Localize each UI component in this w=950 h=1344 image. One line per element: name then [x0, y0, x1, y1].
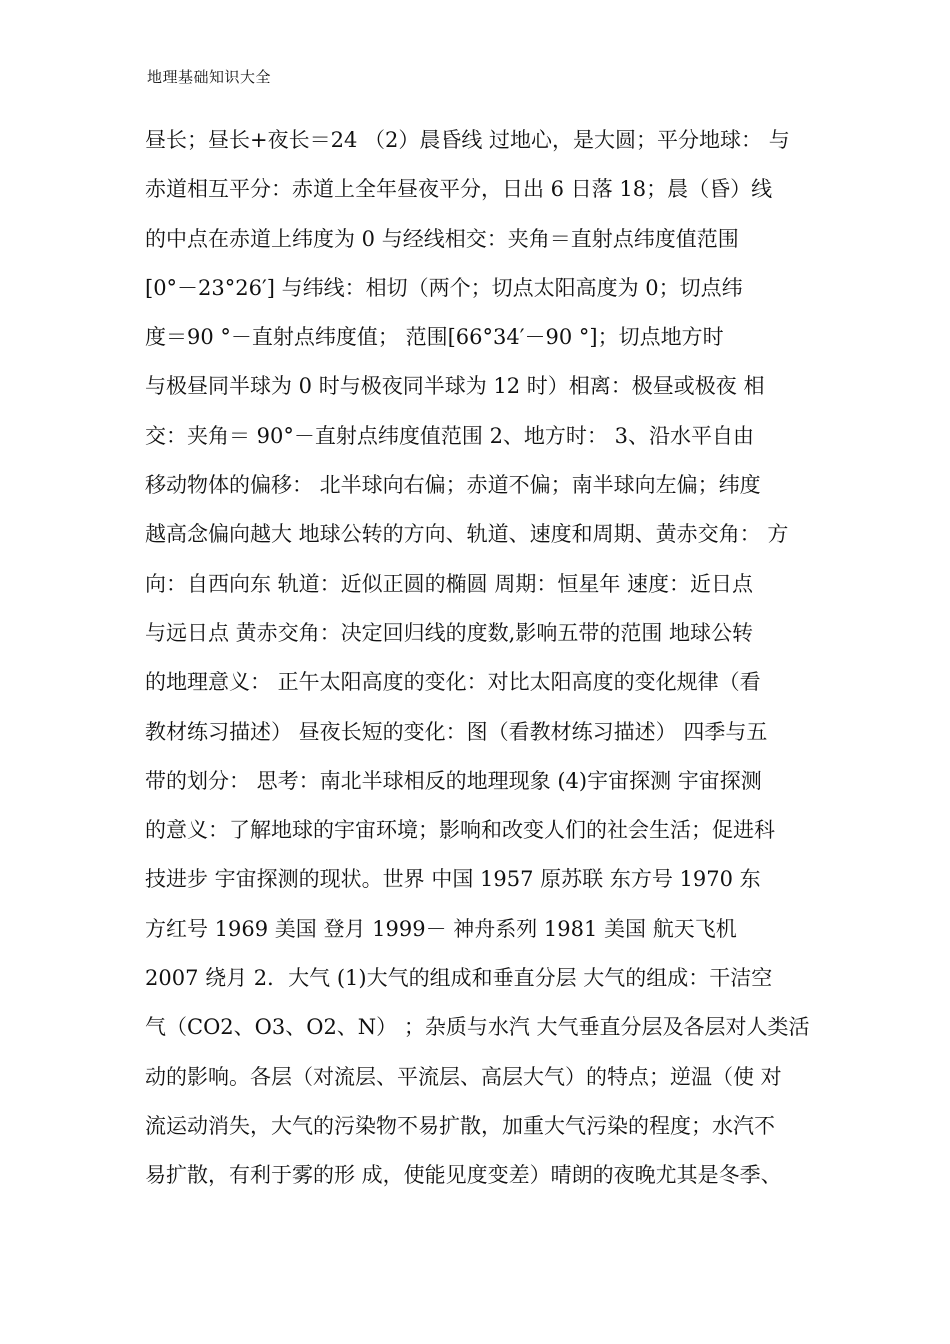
page-header-title: 地理基础知识大全 — [147, 68, 272, 86]
text-line: 动的影响。各层（对流层、平流层、高层大气）的特点；逆温（使 对 — [145, 1064, 782, 1089]
text-line: 越高念偏向越大 地球公转的方向、轨道、速度和周期、黄赤交角： 方 — [145, 522, 789, 547]
text-line: 易扩散，有利于雾的形 成，使能见度变差）晴朗的夜晚尤其是冬季、 — [145, 1163, 782, 1188]
text-line: 流运动消失，大气的污染物不易扩散，加重大气污染的程度；水汽不 — [145, 1113, 775, 1138]
text-line: [0°－23°26′] 与纬线：相切（两个；切点太阳高度为 0；切点纬 — [145, 275, 743, 300]
text-line: 交：夹角＝ 90°－直射点纬度值范围 2、地方时： 3、沿水平自由 — [145, 423, 754, 448]
text-line: 与极昼同半球为 0 时与极夜同半球为 12 时）相离：极昼或极夜 相 — [145, 374, 765, 399]
text-line: 带的划分： 思考：南北半球相反的地理现象 (4)宇宙探测 宇宙探测 — [145, 768, 762, 793]
text-line: 赤道相互平分：赤道上全年昼夜平分，日出 6 日落 18；晨（昏）线 — [145, 177, 773, 202]
text-line: 的意义：了解地球的宇宙环境；影响和改变人们的社会生活；促进科 — [145, 818, 775, 843]
text-line: 向：自西向东 轨道：近似正圆的椭圆 周期：恒星年 速度：近日点 — [145, 571, 754, 596]
text-line: 的地理意义： 正午太阳高度的变化：对比太阳高度的变化规律（看 — [145, 670, 761, 695]
text-line: 与远日点 黄赤交角：决定回归线的度数,影响五带的范围 地球公转 — [145, 620, 754, 645]
text-line: 教材练习描述） 昼夜长短的变化：图（看教材练习描述） 四季与五 — [145, 719, 768, 744]
text-line: 气（CO2、O3、O2、N） ；杂质与水汽 大气垂直分层及各层对人类活 — [145, 1015, 810, 1040]
text-line: 移动物体的偏移： 北半球向右偏；赤道不偏；南半球向左偏；纬度 — [145, 473, 761, 498]
document-body — [145, 116, 825, 1201]
text-line: 昼长；昼长+夜长＝24 （2）晨昏线 过地心，是大圆；平分地球： 与 — [145, 128, 790, 152]
text-line: 方红号 1969 美国 登月 1999－ 神舟系列 1981 美国 航天飞机 — [145, 916, 737, 941]
text-line: 度＝90 °－直射点纬度值； 范围[66°34′－90 °]；切点地方时 — [145, 325, 724, 350]
text-line: 2007 绕月 2．大气 (1)大气的组成和垂直分层 大气的组成：干洁空 — [145, 966, 773, 991]
text-line: 技进步 宇宙探测的现状。世界 中国 1957 原苏联 东方号 1970 东 — [145, 867, 761, 892]
text-line: 的中点在赤道上纬度为 0 与经线相交：夹角＝直射点纬度值范围 — [145, 226, 739, 251]
